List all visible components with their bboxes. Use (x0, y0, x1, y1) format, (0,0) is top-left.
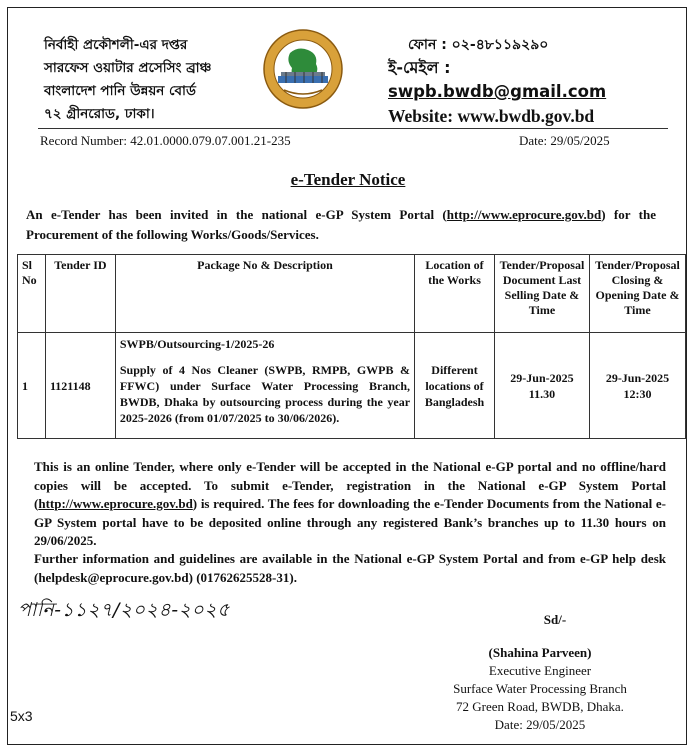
phone-line (388, 34, 658, 56)
para1-before: This is an online Tender, where only e-Tender will be accepted in the National e-GP portal and no offline/hard copies will be accepted. To submit e-Tender, registration in the National e-GP System Portal ( (34, 459, 666, 511)
email-label: ই-মেইল : (388, 58, 451, 77)
signatory-office: Surface Water Processing Branch (453, 681, 627, 696)
package-number: SWPB/Outsourcing-1/2025-26 (119, 337, 275, 351)
intro-text-before: An e-Tender has been invited in the national e-GP System Portal ( (26, 207, 447, 222)
signatory-designation: Executive Engineer (488, 663, 592, 678)
office-line-2: সারফেস ওয়াটার প্রসেসিং ব্রাঞ্চ (44, 60, 212, 76)
email-line (388, 56, 658, 104)
signatory-address: 72 Green Road, BWDB, Dhaka. (456, 699, 624, 714)
email-link[interactable]: swpb.bwdb@gmail.com (388, 82, 607, 101)
cell-selling (494, 333, 589, 439)
package-description: Supply of 4 Nos Cleaner (SWPB, RMPB, GWPB & FFWC) under Surface Water Processing Branch, BWDB, Dhaka by outsourcing process during the year 2025-2026 (from 01/07/2025 to 30/06/2026). (119, 363, 411, 425)
signature-sd: Sd/- (543, 612, 567, 627)
eprocure-link-2[interactable]: http://www.eprocure.gov.bd (38, 496, 193, 511)
cell-location: Different locations of Bangladesh (415, 333, 495, 439)
office-address-bangla (44, 34, 254, 126)
record-number: Record Number: 42.01.0000.079.07.001.21-235 (40, 133, 291, 148)
tender-table (17, 254, 686, 439)
table-row (18, 333, 686, 439)
size-label: 5x3 (10, 708, 33, 724)
cell-package (115, 333, 414, 439)
closing-time: 12:30 (623, 386, 652, 401)
eprocure-link[interactable]: http://www.eprocure.gov.bd (446, 207, 602, 222)
col-package: Package No & Description (115, 255, 414, 333)
further-info-paragraph: Further information and guidelines are available in the National e-GP System Portal and from e-GP help desk (helpdesk@eprocure.gov.bd) (01762625528-31). (34, 551, 666, 585)
table-header-row (18, 255, 686, 333)
phone-value: : ০২-৪৮১১৯২৯০ (441, 37, 549, 53)
office-line-4: ৭২ গ্রীনরোড, ঢাকা। (44, 106, 155, 122)
closing-date: 29-Jun-2025 (605, 370, 670, 385)
signatory-date: Date: 29/05/2025 (494, 717, 586, 732)
website-line[interactable]: Website: www.bwdb.gov.bd (388, 106, 595, 126)
col-tender-id: Tender ID (45, 255, 115, 333)
header-divider (38, 128, 668, 129)
col-selling: Tender/Proposal Document Last Selling Date & Time (494, 255, 589, 333)
intro-paragraph (26, 205, 656, 245)
col-location: Location of the Works (415, 255, 495, 333)
cell-tender-id: 1121148 (45, 333, 115, 439)
col-closing: Tender/Proposal Closing & Opening Date & Time (589, 255, 685, 333)
page-title: e-Tender Notice (290, 170, 406, 189)
col-sl: Sl No (18, 255, 46, 333)
cell-closing (589, 333, 685, 439)
phone-label: ফোন (408, 37, 437, 53)
handwritten-reference: পানি-১১২৭/২০২৪-২০২৫ (18, 599, 230, 621)
office-line-3: বাংলাদেশ পানি উন্নয়ন বোর্ড (44, 83, 196, 99)
para1-after: ) is required. The fees for downloading the e-Tender Documents from the National e-GP System portal have to be deposited online through any registered Bank’s branches up to 11.30 hours on 29/06/2025. (34, 496, 666, 548)
office-line-1: নির্বাহী প্রকৌশলী-এর দপ্তর (44, 37, 188, 53)
intro-text-after: ) for the Procurement of the following Works/Goods/Services. (26, 207, 656, 242)
selling-date: 29-Jun-2025 (510, 370, 574, 385)
signatory-name: (Shahina Parveen) (488, 645, 592, 660)
selling-time: 11.30 (528, 386, 556, 401)
online-tender-paragraph (34, 458, 666, 551)
issue-date: Date: 29/05/2025 (519, 133, 610, 148)
contact-block (388, 34, 658, 128)
bwdb-logo (262, 28, 344, 110)
signature-block (430, 612, 650, 734)
cell-sl: 1 (18, 333, 46, 439)
